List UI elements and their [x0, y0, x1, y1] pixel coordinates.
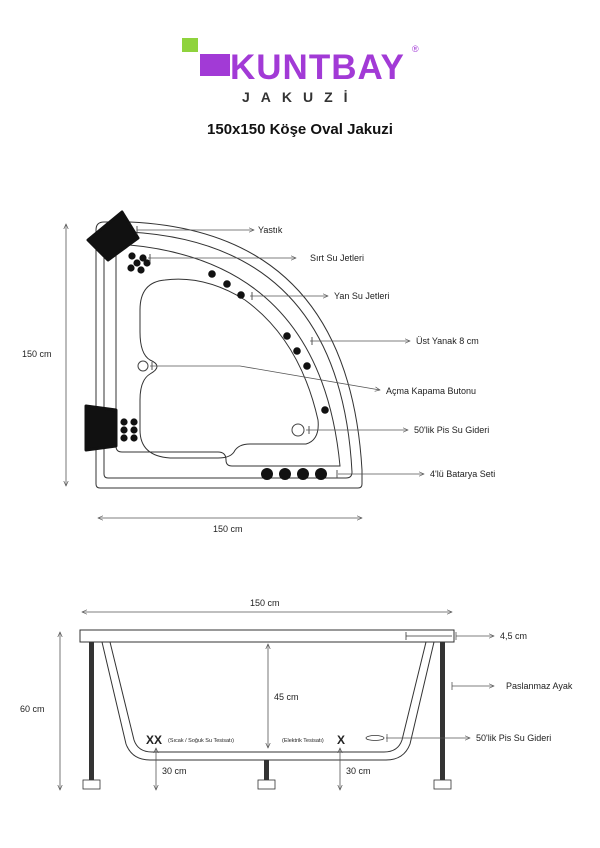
leg-left: [89, 642, 94, 780]
faucet: [261, 468, 273, 480]
leg-label: Paslanmaz Ayak: [506, 681, 573, 691]
on-off-button-icon: [138, 361, 148, 371]
side-drain-label: 50'lik Pis Su Gideri: [476, 733, 552, 743]
back-jet: [137, 266, 144, 273]
leg-right: [440, 642, 445, 780]
page-title: 150x150 Köşe Oval Jakuzi: [207, 121, 393, 138]
label-pillow: Yastık: [258, 225, 283, 235]
back-jet: [120, 418, 127, 425]
foot-left: [83, 780, 100, 789]
top-leader-lines: [137, 230, 424, 474]
left-offset-dimension: 30 cm: [162, 766, 187, 776]
plumbing-mark: XX: [146, 733, 163, 747]
label-drain: 50'lik Pis Su Gideri: [414, 425, 490, 435]
plumbing-note: (Sıcak / Soğuk Su Tesisatı): [168, 738, 234, 744]
side-jet: [208, 270, 216, 278]
electric-note: (Elektrik Tesisatı): [282, 738, 324, 744]
tub-rim: [80, 630, 454, 642]
back-jet: [130, 426, 137, 433]
side-jet: [321, 406, 329, 414]
faucet: [279, 468, 291, 480]
label-side-jets: Yan Su Jetleri: [334, 291, 390, 301]
stainless-legs: [83, 642, 451, 789]
drain-icon: [292, 424, 304, 436]
pillow-bottom-icon: [86, 406, 116, 450]
side-view: [80, 630, 454, 760]
inner-depth-dimension: 45 cm: [274, 692, 299, 702]
brand-subtitle: JAKUZİ: [242, 89, 359, 105]
bath-basin: [140, 279, 318, 458]
leg-middle: [264, 760, 269, 780]
right-offset-dimension: 30 cm: [346, 766, 371, 776]
top-height-dimension: 150 cm: [22, 349, 52, 359]
back-jets-top: [127, 252, 150, 273]
top-leader-ticks: [137, 226, 337, 478]
side-jet: [237, 291, 245, 299]
brand-name: KUNTBAY: [230, 48, 405, 87]
side-jet: [293, 347, 301, 355]
side-jet: [303, 362, 311, 370]
side-jet: [223, 280, 231, 288]
back-jet: [128, 252, 135, 259]
tub-inner-rim: [116, 244, 340, 466]
back-jet: [133, 259, 140, 266]
back-jet: [127, 264, 134, 271]
label-back-jets: Sırt Su Jetleri: [310, 253, 365, 263]
label-faucet-set: 4'lü Batarya Seti: [430, 469, 496, 479]
back-jet: [130, 418, 137, 425]
label-on-off-button: Açma Kapama Butonu: [386, 386, 477, 396]
label-top-rim: Üst Yanak 8 cm: [416, 336, 479, 346]
side-drain-icon: [366, 736, 384, 741]
foot-right: [434, 780, 451, 789]
faucet: [315, 468, 327, 480]
side-height-dimension: 60 cm: [20, 704, 45, 714]
faucet: [297, 468, 309, 480]
registered-mark: ®: [412, 44, 419, 54]
top-width-dimension: 150 cm: [213, 524, 243, 534]
back-jet: [120, 426, 127, 433]
side-width-dimension: 150 cm: [250, 598, 280, 608]
side-jet: [283, 332, 291, 340]
rim-dimension: 4,5 cm: [500, 631, 528, 641]
foot-middle: [258, 780, 275, 789]
back-jet: [130, 434, 137, 441]
back-jets-bottom: [120, 418, 137, 441]
back-jet: [120, 434, 127, 441]
electric-mark: X: [337, 733, 346, 747]
